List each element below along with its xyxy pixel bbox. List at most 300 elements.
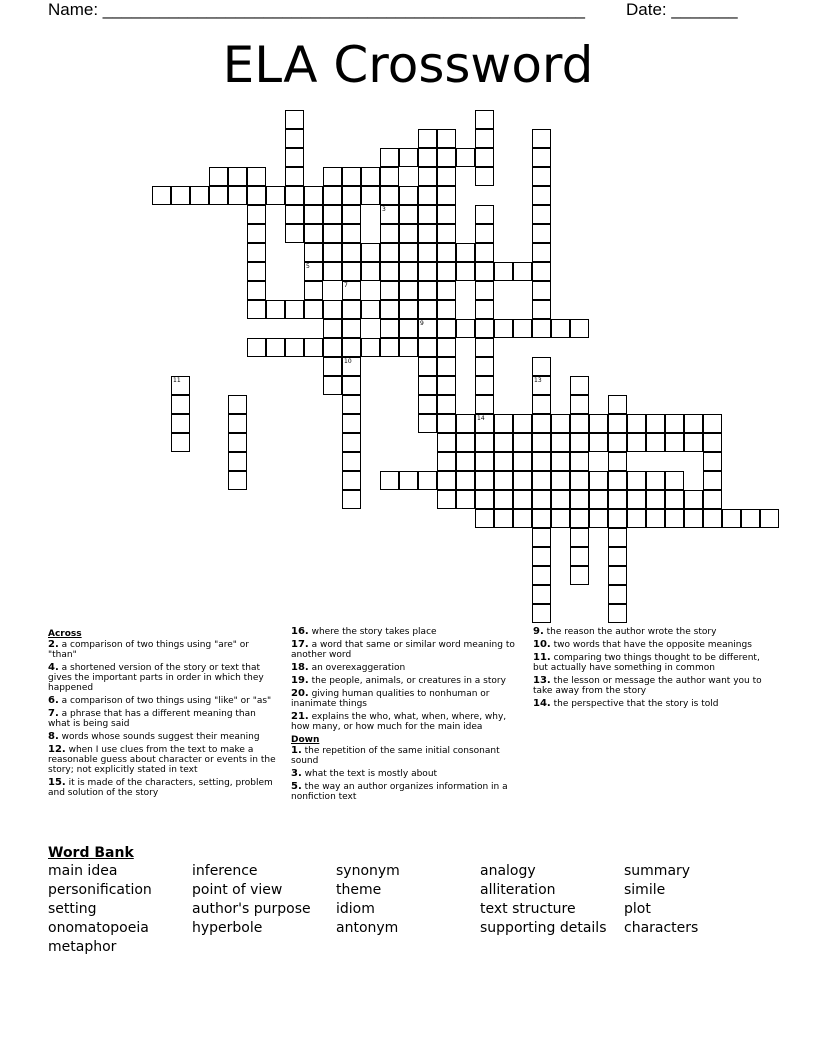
crossword-cell[interactable] xyxy=(437,262,456,281)
crossword-cell[interactable] xyxy=(456,262,475,281)
crossword-cell[interactable] xyxy=(475,433,494,452)
crossword-cell[interactable] xyxy=(437,129,456,148)
name-field-label[interactable]: Name: ___________________________________________________ xyxy=(48,0,585,19)
crossword-cell[interactable] xyxy=(513,319,532,338)
crossword-cell[interactable] xyxy=(399,186,418,205)
crossword-cell[interactable] xyxy=(570,547,589,566)
crossword-cell[interactable] xyxy=(418,395,437,414)
clue-number: 2. xyxy=(48,639,59,650)
crossword-cell[interactable] xyxy=(475,471,494,490)
crossword-cell[interactable] xyxy=(627,471,646,490)
crossword-cell[interactable] xyxy=(646,433,665,452)
crossword-cell[interactable] xyxy=(228,433,247,452)
crossword-cell[interactable] xyxy=(570,471,589,490)
crossword-cell[interactable] xyxy=(532,205,551,224)
word-bank-word: main idea xyxy=(48,863,118,879)
crossword-cell[interactable] xyxy=(228,414,247,433)
clue-number: 21. xyxy=(291,711,309,722)
crossword-cell[interactable] xyxy=(532,129,551,148)
crossword-cell[interactable] xyxy=(589,414,608,433)
crossword-cell[interactable] xyxy=(437,281,456,300)
crossword-cell[interactable] xyxy=(608,490,627,509)
crossword-cell[interactable] xyxy=(285,300,304,319)
crossword-cell[interactable] xyxy=(304,262,323,281)
crossword-cell[interactable] xyxy=(570,528,589,547)
crossword-cell[interactable] xyxy=(342,338,361,357)
crossword-cell[interactable] xyxy=(342,357,361,376)
crossword-cell[interactable] xyxy=(665,414,684,433)
crossword-cell[interactable] xyxy=(342,414,361,433)
crossword-cell[interactable] xyxy=(532,566,551,585)
clues-column-1 xyxy=(48,627,280,801)
crossword-cell[interactable] xyxy=(323,167,342,186)
crossword-cell[interactable] xyxy=(437,148,456,167)
crossword-cell[interactable] xyxy=(247,281,266,300)
crossword-cell[interactable] xyxy=(532,148,551,167)
crossword-cell[interactable] xyxy=(437,490,456,509)
crossword-cell[interactable] xyxy=(703,471,722,490)
crossword-cell[interactable] xyxy=(437,433,456,452)
crossword-cell[interactable] xyxy=(703,452,722,471)
crossword-cell[interactable] xyxy=(608,604,627,623)
crossword-cell[interactable] xyxy=(665,471,684,490)
crossword-cell[interactable] xyxy=(703,490,722,509)
crossword-cell[interactable] xyxy=(608,509,627,528)
crossword-cell[interactable] xyxy=(456,433,475,452)
crossword-cell[interactable] xyxy=(247,338,266,357)
crossword-cell[interactable] xyxy=(475,243,494,262)
crossword-cell[interactable] xyxy=(532,395,551,414)
crossword-cell[interactable] xyxy=(228,167,247,186)
crossword-cell[interactable] xyxy=(418,243,437,262)
crossword-cell[interactable] xyxy=(304,224,323,243)
crossword-cell[interactable] xyxy=(418,148,437,167)
crossword-cell[interactable] xyxy=(418,205,437,224)
clue-number: 9. xyxy=(533,626,544,637)
crossword-cell[interactable] xyxy=(551,319,570,338)
crossword-cell[interactable] xyxy=(437,167,456,186)
crossword-cell[interactable] xyxy=(323,357,342,376)
crossword-cell[interactable] xyxy=(304,186,323,205)
crossword-cell[interactable] xyxy=(475,148,494,167)
crossword-cell[interactable] xyxy=(551,509,570,528)
crossword-cell[interactable] xyxy=(684,509,703,528)
crossword-cell[interactable] xyxy=(418,414,437,433)
crossword-cell[interactable] xyxy=(494,471,513,490)
crossword-cell[interactable] xyxy=(171,414,190,433)
crossword-cell[interactable] xyxy=(475,414,494,433)
crossword-cell[interactable] xyxy=(494,319,513,338)
crossword-cell[interactable] xyxy=(399,338,418,357)
word-bank-word: setting xyxy=(48,901,97,917)
crossword-cell[interactable] xyxy=(475,224,494,243)
crossword-cell[interactable] xyxy=(342,433,361,452)
crossword-cell[interactable] xyxy=(285,129,304,148)
crossword-cell[interactable] xyxy=(627,433,646,452)
crossword-cell[interactable] xyxy=(437,414,456,433)
crossword-cell[interactable] xyxy=(380,281,399,300)
crossword-cell[interactable] xyxy=(532,528,551,547)
word-bank-word: author's purpose xyxy=(192,901,311,917)
crossword-cell[interactable] xyxy=(380,167,399,186)
date-field-label[interactable]: Date: _______ xyxy=(626,0,738,19)
crossword-cell[interactable] xyxy=(532,262,551,281)
crossword-cell[interactable] xyxy=(608,528,627,547)
crossword-cell[interactable] xyxy=(209,167,228,186)
crossword-cell[interactable] xyxy=(608,471,627,490)
crossword-cell[interactable] xyxy=(513,490,532,509)
crossword-cell[interactable] xyxy=(418,300,437,319)
crossword-cell[interactable] xyxy=(475,110,494,129)
crossword-cell[interactable] xyxy=(342,300,361,319)
crossword-cell[interactable] xyxy=(532,319,551,338)
crossword-cell[interactable] xyxy=(380,148,399,167)
crossword-cell[interactable] xyxy=(418,281,437,300)
crossword-cell[interactable] xyxy=(532,167,551,186)
crossword-cell[interactable] xyxy=(475,319,494,338)
clue-text: when I use clues from the text to make a reasonable guess about character or events in the story; not explicitly stated in text xyxy=(48,745,276,775)
crossword-cell[interactable] xyxy=(627,509,646,528)
crossword-cell[interactable] xyxy=(608,395,627,414)
crossword-cell[interactable] xyxy=(532,300,551,319)
crossword-cell[interactable] xyxy=(247,224,266,243)
crossword-cell[interactable] xyxy=(570,376,589,395)
crossword-cell[interactable] xyxy=(380,262,399,281)
crossword-cell[interactable] xyxy=(437,357,456,376)
crossword-cell[interactable] xyxy=(570,433,589,452)
crossword-cell[interactable] xyxy=(418,471,437,490)
crossword-cell[interactable] xyxy=(342,186,361,205)
crossword-cell[interactable] xyxy=(304,243,323,262)
crossword-cell[interactable] xyxy=(494,433,513,452)
crossword-cell[interactable] xyxy=(171,186,190,205)
clue-number: 13. xyxy=(533,675,551,686)
crossword-cell[interactable] xyxy=(399,281,418,300)
crossword-cell[interactable] xyxy=(646,509,665,528)
crossword-cell[interactable] xyxy=(532,357,551,376)
crossword-cell[interactable] xyxy=(437,224,456,243)
crossword-cell[interactable] xyxy=(285,224,304,243)
crossword-cell[interactable] xyxy=(513,414,532,433)
word-bank-word: simile xyxy=(624,882,666,898)
crossword-cell[interactable] xyxy=(380,186,399,205)
crossword-cell[interactable] xyxy=(456,414,475,433)
crossword-cell[interactable] xyxy=(342,376,361,395)
crossword-cell[interactable] xyxy=(703,414,722,433)
crossword-cell[interactable] xyxy=(247,262,266,281)
crossword-cell[interactable] xyxy=(323,262,342,281)
crossword-cell[interactable] xyxy=(247,205,266,224)
crossword-cell[interactable] xyxy=(304,338,323,357)
clue-number: 5. xyxy=(291,781,302,792)
crossword-cell[interactable] xyxy=(475,167,494,186)
crossword-cell[interactable] xyxy=(456,490,475,509)
crossword-cell[interactable] xyxy=(418,319,437,338)
crossword-cell[interactable] xyxy=(380,338,399,357)
crossword-cell[interactable] xyxy=(475,490,494,509)
crossword-cell[interactable] xyxy=(475,205,494,224)
crossword-cell[interactable] xyxy=(494,509,513,528)
crossword-cell[interactable] xyxy=(285,186,304,205)
crossword-cell[interactable] xyxy=(456,471,475,490)
word-bank-word: antonym xyxy=(336,920,399,936)
clues-column-2 xyxy=(291,627,523,805)
crossword-cell[interactable] xyxy=(589,471,608,490)
crossword-cell[interactable] xyxy=(532,547,551,566)
crossword-cell[interactable] xyxy=(456,452,475,471)
crossword-cell[interactable] xyxy=(342,167,361,186)
crossword-cell[interactable] xyxy=(342,224,361,243)
crossword-cell[interactable] xyxy=(437,471,456,490)
crossword-cell[interactable] xyxy=(342,452,361,471)
crossword-cell[interactable] xyxy=(418,186,437,205)
crossword-cell[interactable] xyxy=(323,376,342,395)
crossword-cell[interactable] xyxy=(399,300,418,319)
crossword-cell[interactable] xyxy=(456,148,475,167)
crossword-cell[interactable] xyxy=(285,110,304,129)
crossword-cell[interactable] xyxy=(304,281,323,300)
crossword-cell[interactable] xyxy=(361,262,380,281)
crossword-cell[interactable] xyxy=(266,300,285,319)
word-bank-word: inference xyxy=(192,863,258,879)
crossword-cell[interactable] xyxy=(513,452,532,471)
crossword-cell[interactable] xyxy=(361,300,380,319)
crossword-cell[interactable] xyxy=(684,414,703,433)
crossword-cell[interactable] xyxy=(247,167,266,186)
crossword-cell[interactable] xyxy=(608,585,627,604)
crossword-cell[interactable] xyxy=(665,433,684,452)
crossword-cell[interactable] xyxy=(323,338,342,357)
clue-number: 16. xyxy=(291,626,309,637)
crossword-cell[interactable] xyxy=(399,471,418,490)
crossword-cell[interactable] xyxy=(703,433,722,452)
clue-number: 19. xyxy=(291,675,309,686)
crossword-cell[interactable] xyxy=(323,205,342,224)
crossword-cell[interactable] xyxy=(627,414,646,433)
crossword-cell[interactable] xyxy=(380,224,399,243)
crossword-cell[interactable] xyxy=(418,224,437,243)
crossword-cell[interactable] xyxy=(323,186,342,205)
crossword-cell[interactable] xyxy=(589,509,608,528)
crossword-cell[interactable] xyxy=(532,604,551,623)
crossword-cell[interactable] xyxy=(551,490,570,509)
crossword-cell[interactable] xyxy=(285,148,304,167)
crossword-cell[interactable] xyxy=(437,300,456,319)
crossword-cell[interactable] xyxy=(361,243,380,262)
crossword-cell[interactable] xyxy=(551,471,570,490)
crossword-cell[interactable] xyxy=(342,490,361,509)
crossword-cell[interactable] xyxy=(342,205,361,224)
crossword-cell[interactable] xyxy=(722,509,741,528)
crossword-cell[interactable] xyxy=(342,262,361,281)
crossword-cell[interactable] xyxy=(437,338,456,357)
crossword-cell[interactable] xyxy=(247,300,266,319)
crossword-cell[interactable] xyxy=(361,338,380,357)
crossword-cell[interactable] xyxy=(494,414,513,433)
crossword-cell[interactable] xyxy=(532,224,551,243)
crossword-cell[interactable] xyxy=(532,281,551,300)
crossword-cell[interactable] xyxy=(456,319,475,338)
crossword-cell[interactable] xyxy=(285,338,304,357)
crossword-cell[interactable] xyxy=(247,186,266,205)
crossword-cell[interactable] xyxy=(323,319,342,338)
crossword-cell[interactable] xyxy=(323,243,342,262)
crossword-cell[interactable] xyxy=(418,357,437,376)
crossword-cell[interactable] xyxy=(551,452,570,471)
crossword-cell[interactable] xyxy=(342,319,361,338)
crossword-cell[interactable] xyxy=(456,243,475,262)
crossword-cell[interactable] xyxy=(570,395,589,414)
crossword-cell[interactable] xyxy=(703,509,722,528)
crossword-cell[interactable] xyxy=(646,490,665,509)
crossword-cell[interactable] xyxy=(532,490,551,509)
crossword-cell[interactable] xyxy=(190,186,209,205)
crossword-cell[interactable] xyxy=(437,205,456,224)
crossword-cell[interactable] xyxy=(532,243,551,262)
crossword-cell[interactable] xyxy=(513,471,532,490)
crossword-cell[interactable] xyxy=(418,262,437,281)
crossword-cell[interactable] xyxy=(418,338,437,357)
crossword-cell[interactable] xyxy=(342,243,361,262)
crossword-cell[interactable] xyxy=(228,395,247,414)
crossword-cell[interactable] xyxy=(532,376,551,395)
crossword-cell[interactable] xyxy=(266,338,285,357)
crossword-cell[interactable] xyxy=(475,300,494,319)
crossword-cell[interactable] xyxy=(551,433,570,452)
crossword-cell[interactable] xyxy=(513,262,532,281)
crossword-cell[interactable] xyxy=(361,186,380,205)
crossword-cell[interactable] xyxy=(475,357,494,376)
crossword-cell[interactable] xyxy=(380,319,399,338)
crossword-cell[interactable] xyxy=(399,205,418,224)
crossword-cell[interactable] xyxy=(475,281,494,300)
crossword-cell[interactable] xyxy=(570,509,589,528)
crossword-cell[interactable] xyxy=(570,452,589,471)
crossword-cell[interactable] xyxy=(418,167,437,186)
crossword-cell[interactable] xyxy=(665,509,684,528)
crossword-cell[interactable] xyxy=(171,395,190,414)
crossword-cell[interactable] xyxy=(399,319,418,338)
crossword-cell[interactable] xyxy=(608,452,627,471)
crossword-cell[interactable] xyxy=(494,452,513,471)
crossword-cell[interactable] xyxy=(228,471,247,490)
crossword-cell[interactable] xyxy=(475,338,494,357)
crossword-cell[interactable] xyxy=(532,509,551,528)
crossword-cell[interactable] xyxy=(304,205,323,224)
clue-number: 9 xyxy=(420,320,424,327)
crossword-cell[interactable] xyxy=(741,509,760,528)
crossword-cell[interactable] xyxy=(209,186,228,205)
crossword-cell[interactable] xyxy=(380,243,399,262)
crossword-cell[interactable] xyxy=(475,452,494,471)
crossword-cell[interactable] xyxy=(684,490,703,509)
crossword-cell[interactable] xyxy=(437,395,456,414)
crossword-cell[interactable] xyxy=(608,433,627,452)
crossword-cell[interactable] xyxy=(361,167,380,186)
crossword-cell[interactable] xyxy=(323,300,342,319)
crossword-cell[interactable] xyxy=(532,471,551,490)
crossword-cell[interactable] xyxy=(532,433,551,452)
crossword-cell[interactable] xyxy=(532,414,551,433)
crossword-cell[interactable] xyxy=(570,566,589,585)
crossword-cell[interactable] xyxy=(608,547,627,566)
crossword-cell[interactable] xyxy=(437,452,456,471)
crossword-cell[interactable] xyxy=(418,129,437,148)
clue-text: the people, animals, or creatures in a story xyxy=(308,676,506,686)
crossword-cell[interactable] xyxy=(171,433,190,452)
crossword-cell[interactable] xyxy=(437,319,456,338)
crossword-cell[interactable] xyxy=(171,376,190,395)
crossword-cell[interactable] xyxy=(608,566,627,585)
clue-number: 14 xyxy=(477,415,485,422)
crossword-cell[interactable] xyxy=(437,186,456,205)
crossword-cell[interactable] xyxy=(266,186,285,205)
crossword-cell[interactable] xyxy=(247,243,266,262)
crossword-cell[interactable] xyxy=(437,376,456,395)
crossword-cell[interactable] xyxy=(475,509,494,528)
crossword-cell[interactable] xyxy=(418,376,437,395)
crossword-cell[interactable] xyxy=(399,148,418,167)
crossword-cell[interactable] xyxy=(380,471,399,490)
crossword-cell[interactable] xyxy=(665,490,684,509)
crossword-cell[interactable] xyxy=(437,243,456,262)
crossword-cell[interactable] xyxy=(399,262,418,281)
across-clue xyxy=(291,640,523,660)
crossword-cell[interactable] xyxy=(494,262,513,281)
crossword-cell[interactable] xyxy=(380,205,399,224)
crossword-cell[interactable] xyxy=(627,490,646,509)
crossword-cell[interactable] xyxy=(228,452,247,471)
clue-text: two words that have the opposite meanings xyxy=(550,640,752,650)
crossword-cell[interactable] xyxy=(684,433,703,452)
word-bank-word: personification xyxy=(48,882,152,898)
crossword-cell[interactable] xyxy=(532,585,551,604)
crossword-cell[interactable] xyxy=(646,414,665,433)
crossword-cell[interactable] xyxy=(152,186,171,205)
crossword-cell[interactable] xyxy=(342,471,361,490)
crossword-cell[interactable] xyxy=(608,414,627,433)
crossword-cell[interactable] xyxy=(513,433,532,452)
crossword-cell[interactable] xyxy=(285,167,304,186)
crossword-cell[interactable] xyxy=(380,300,399,319)
crossword-cell[interactable] xyxy=(285,205,304,224)
crossword-cell[interactable] xyxy=(475,376,494,395)
crossword-cell[interactable] xyxy=(323,224,342,243)
crossword-cell[interactable] xyxy=(532,186,551,205)
crossword-cell[interactable] xyxy=(228,186,247,205)
crossword-cell[interactable] xyxy=(342,395,361,414)
crossword-cell[interactable] xyxy=(570,319,589,338)
crossword-cell[interactable] xyxy=(551,414,570,433)
crossword-cell[interactable] xyxy=(570,490,589,509)
crossword-cell[interactable] xyxy=(494,490,513,509)
crossword-cell[interactable] xyxy=(475,262,494,281)
crossword-cell[interactable] xyxy=(646,471,665,490)
crossword-cell[interactable] xyxy=(475,129,494,148)
crossword-cell[interactable] xyxy=(570,414,589,433)
crossword-cell[interactable] xyxy=(342,281,361,300)
crossword-cell[interactable] xyxy=(304,300,323,319)
crossword-cell[interactable] xyxy=(532,452,551,471)
across-clue xyxy=(291,676,523,686)
crossword-cell[interactable] xyxy=(475,395,494,414)
crossword-cell[interactable] xyxy=(399,224,418,243)
crossword-cell[interactable] xyxy=(760,509,779,528)
crossword-cell[interactable] xyxy=(589,490,608,509)
crossword-cell[interactable] xyxy=(589,433,608,452)
crossword-cell[interactable] xyxy=(399,243,418,262)
crossword-cell[interactable] xyxy=(513,509,532,528)
